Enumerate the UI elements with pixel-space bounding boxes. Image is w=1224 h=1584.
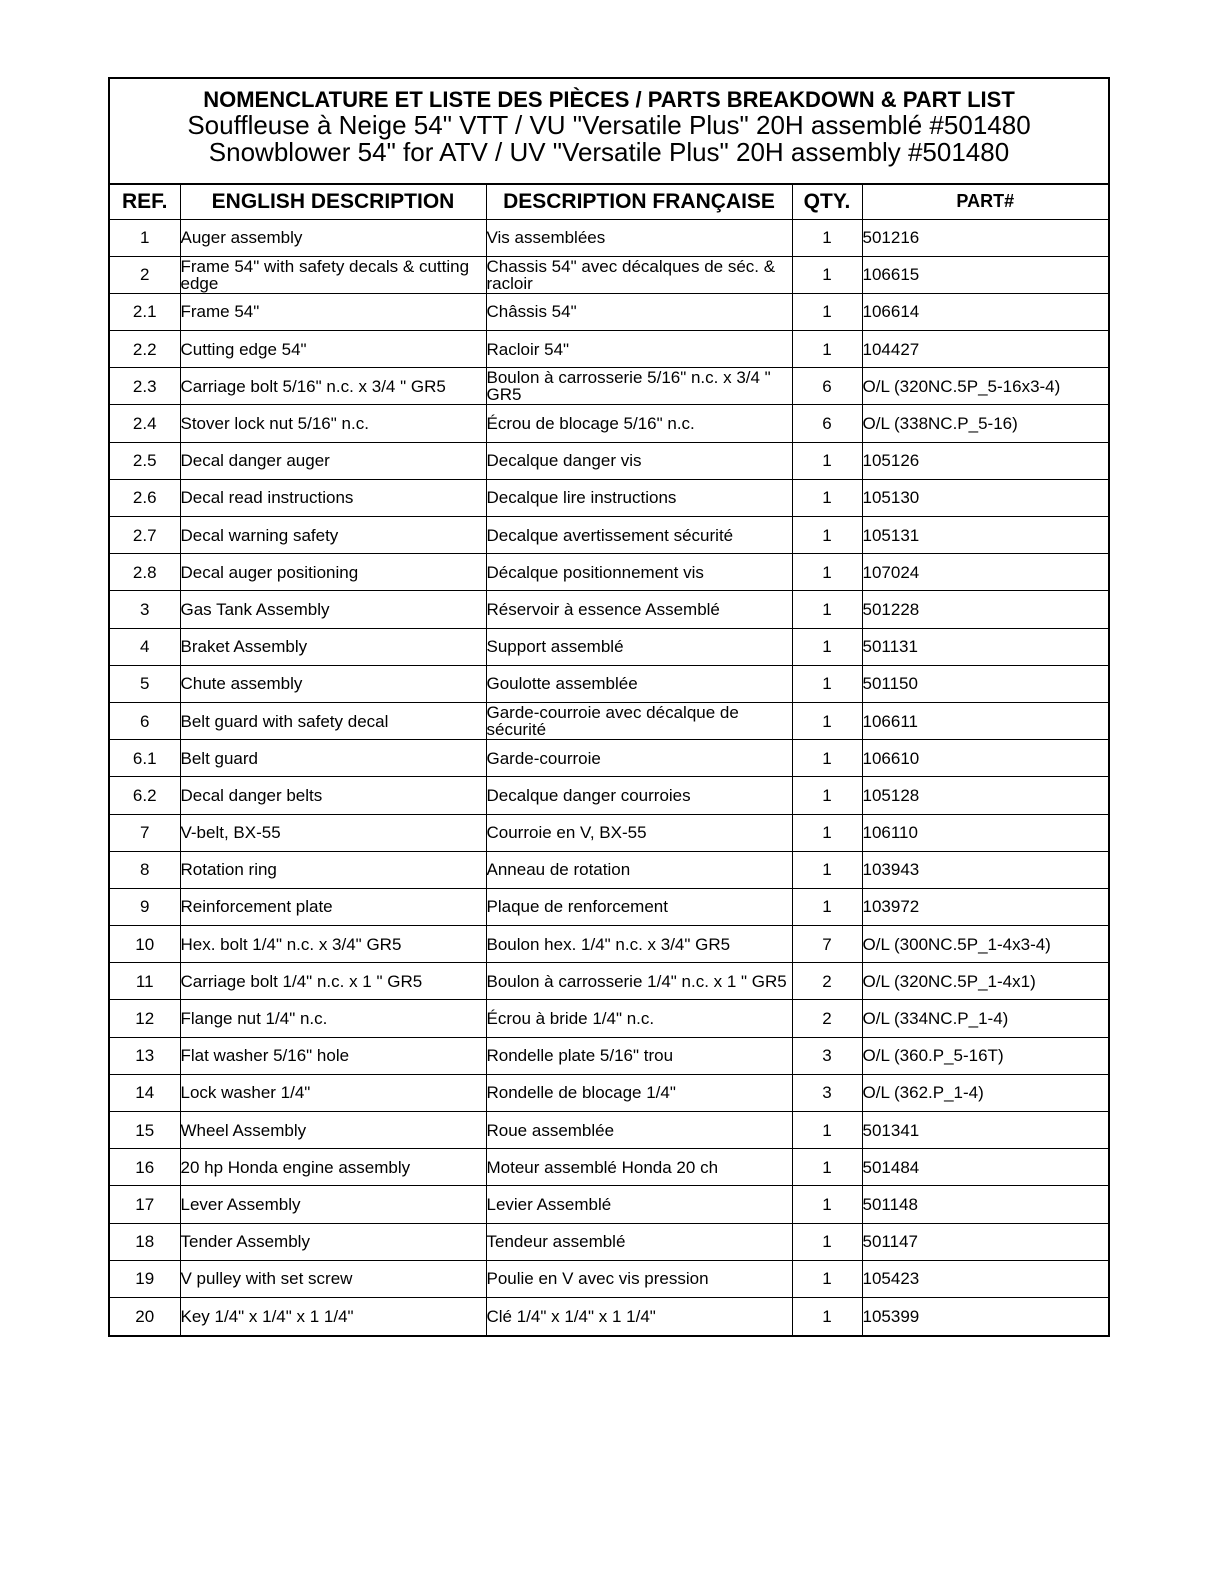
table-row <box>110 1223 1108 1260</box>
english-description-cell: Gas Tank Assembly <box>180 591 486 628</box>
table-row <box>110 1000 1108 1037</box>
part-number-cell: 501147 <box>862 1223 1108 1260</box>
english-description-cell: Decal danger auger <box>180 442 486 479</box>
qty-cell: 2 <box>792 963 862 1000</box>
qty-cell: 7 <box>792 926 862 963</box>
ref-cell: 2.4 <box>110 405 180 442</box>
table-row <box>110 219 1108 256</box>
part-number-cell: 106611 <box>862 702 1108 739</box>
english-description-cell: 20 hp Honda engine assembly <box>180 1149 486 1186</box>
ref-cell: 15 <box>110 1112 180 1149</box>
part-number-cell: O/L (300NC.5P_1-4x3-4) <box>862 926 1108 963</box>
ref-cell: 17 <box>110 1186 180 1223</box>
table-row <box>110 293 1108 330</box>
qty-cell: 1 <box>792 554 862 591</box>
english-description-cell: Key 1/4" x 1/4" x 1 1/4" <box>180 1297 486 1334</box>
table-row <box>110 405 1108 442</box>
qty-cell: 6 <box>792 405 862 442</box>
table-row <box>110 1260 1108 1297</box>
english-description-cell: Auger assembly <box>180 219 486 256</box>
english-description-cell: Flat washer 5/16" hole <box>180 1037 486 1074</box>
table-row <box>110 368 1108 405</box>
french-description-cell: Vis assemblées <box>486 219 792 256</box>
part-number-cell: 105126 <box>862 442 1108 479</box>
qty-cell: 1 <box>792 293 862 330</box>
table-row <box>110 1297 1108 1334</box>
french-description-cell: Clé 1/4" x 1/4" x 1 1/4" <box>486 1297 792 1334</box>
ref-cell: 11 <box>110 963 180 1000</box>
header-qty: QTY. <box>792 185 862 219</box>
part-number-cell: 105128 <box>862 777 1108 814</box>
french-description-cell: Courroie en V, BX-55 <box>486 814 792 851</box>
english-description-cell: V pulley with set screw <box>180 1260 486 1297</box>
english-description-cell: Belt guard with safety decal <box>180 702 486 739</box>
english-description-cell: Belt guard <box>180 740 486 777</box>
ref-cell: 10 <box>110 926 180 963</box>
table-row <box>110 256 1108 293</box>
english-description-cell: Reinforcement plate <box>180 888 486 925</box>
part-number-cell: 501228 <box>862 591 1108 628</box>
english-description-cell: V-belt, BX-55 <box>180 814 486 851</box>
part-number-cell: 107024 <box>862 554 1108 591</box>
ref-cell: 2.3 <box>110 368 180 405</box>
french-subtitle: Souffleuse à Neige 54" VTT / VU "Versatile Plus" 20H assemblé #501480 <box>187 110 1031 140</box>
qty-cell: 2 <box>792 1000 862 1037</box>
french-description-cell: Écrou de blocage 5/16" n.c. <box>486 405 792 442</box>
table-row <box>110 479 1108 516</box>
french-description-cell: Poulie en V avec vis pression <box>486 1260 792 1297</box>
french-description-cell: Rondelle de blocage 1/4" <box>486 1074 792 1111</box>
part-number-cell: 105423 <box>862 1260 1108 1297</box>
french-description-cell: Rondelle plate 5/16" trou <box>486 1037 792 1074</box>
table-row <box>110 517 1108 554</box>
part-number-cell: 501216 <box>862 219 1108 256</box>
ref-cell: 19 <box>110 1260 180 1297</box>
qty-cell: 1 <box>792 702 862 739</box>
english-description-cell: Decal warning safety <box>180 517 486 554</box>
english-subtitle: Snowblower 54" for ATV / UV "Versatile Plus" 20H assembly #501480 <box>208 137 1010 167</box>
ref-cell: 20 <box>110 1297 180 1334</box>
part-number-cell: 105399 <box>862 1297 1108 1334</box>
table-row <box>110 814 1108 851</box>
qty-cell: 3 <box>792 1037 862 1074</box>
french-description-cell: Tendeur assemblé <box>486 1223 792 1260</box>
ref-cell: 9 <box>110 888 180 925</box>
english-description-cell: Frame 54" <box>180 293 486 330</box>
ref-cell: 16 <box>110 1149 180 1186</box>
table-row <box>110 888 1108 925</box>
ref-cell: 2.5 <box>110 442 180 479</box>
qty-cell: 1 <box>792 1112 862 1149</box>
qty-cell: 1 <box>792 1186 862 1223</box>
qty-cell: 3 <box>792 1074 862 1111</box>
french-description-cell: Boulon à carrosserie 1/4" n.c. x 1 " GR5 <box>486 963 792 1000</box>
qty-cell: 1 <box>792 479 862 516</box>
part-number-cell: 106610 <box>862 740 1108 777</box>
part-number-cell: O/L (360.P_5-16T) <box>862 1037 1108 1074</box>
part-number-cell: O/L (320NC.5P_1-4x1) <box>862 963 1108 1000</box>
table-row <box>110 1186 1108 1223</box>
table-row <box>110 702 1108 739</box>
ref-cell: 6.2 <box>110 777 180 814</box>
table-row <box>110 1149 1108 1186</box>
header-french-description: DESCRIPTION FRANÇAISE <box>486 185 792 219</box>
french-description-cell: Moteur assemblé Honda 20 ch <box>486 1149 792 1186</box>
table-row <box>110 777 1108 814</box>
ref-cell: 1 <box>110 219 180 256</box>
title-block <box>110 79 1108 185</box>
part-number-cell: 501148 <box>862 1186 1108 1223</box>
part-number-cell: 106110 <box>862 814 1108 851</box>
english-description-cell: Flange nut 1/4" n.c. <box>180 1000 486 1037</box>
table-row <box>110 926 1108 963</box>
ref-cell: 8 <box>110 851 180 888</box>
english-description-cell: Hex. bolt 1/4" n.c. x 3/4" GR5 <box>180 926 486 963</box>
english-description-cell: Carriage bolt 1/4" n.c. x 1 " GR5 <box>180 963 486 1000</box>
english-description-cell: Decal read instructions <box>180 479 486 516</box>
french-description-cell: Goulotte assemblée <box>486 665 792 702</box>
part-number-cell: O/L (320NC.5P_5-16x3-4) <box>862 368 1108 405</box>
part-number-cell: 106615 <box>862 256 1108 293</box>
ref-cell: 2.1 <box>110 293 180 330</box>
header-english-description: ENGLISH DESCRIPTION <box>180 185 486 219</box>
table-row <box>110 1074 1108 1111</box>
qty-cell: 1 <box>792 814 862 851</box>
french-description-cell: Garde-courroie avec décalque de sécurité <box>486 702 792 739</box>
french-description-cell: Décalque positionnement vis <box>486 554 792 591</box>
part-number-cell: 501150 <box>862 665 1108 702</box>
french-description-cell: Anneau de rotation <box>486 851 792 888</box>
part-number-cell: 105131 <box>862 517 1108 554</box>
ref-cell: 2.7 <box>110 517 180 554</box>
part-number-cell: O/L (338NC.P_5-16) <box>862 405 1108 442</box>
table-row <box>110 665 1108 702</box>
english-description-cell: Lock washer 1/4" <box>180 1074 486 1111</box>
table-row <box>110 851 1108 888</box>
qty-cell: 1 <box>792 1297 862 1334</box>
part-number-cell: O/L (362.P_1-4) <box>862 1074 1108 1111</box>
part-number-cell: O/L (334NC.P_1-4) <box>862 1000 1108 1037</box>
ref-cell: 5 <box>110 665 180 702</box>
ref-cell: 2.8 <box>110 554 180 591</box>
qty-cell: 1 <box>792 888 862 925</box>
french-description-cell: Decalque danger vis <box>486 442 792 479</box>
english-description-cell: Cutting edge 54" <box>180 331 486 368</box>
table-row <box>110 554 1108 591</box>
french-description-cell: Écrou à bride 1/4" n.c. <box>486 1000 792 1037</box>
qty-cell: 1 <box>792 442 862 479</box>
ref-cell: 18 <box>110 1223 180 1260</box>
ref-cell: 6 <box>110 702 180 739</box>
qty-cell: 1 <box>792 1223 862 1260</box>
part-number-cell: 105130 <box>862 479 1108 516</box>
parts-table <box>110 185 1108 1335</box>
ref-cell: 6.1 <box>110 740 180 777</box>
table-row <box>110 331 1108 368</box>
header-part-number: PART# <box>862 185 1108 219</box>
header-ref: REF. <box>110 185 180 219</box>
french-description-cell: Support assemblé <box>486 628 792 665</box>
english-description-cell: Stover lock nut 5/16" n.c. <box>180 405 486 442</box>
part-number-cell: 501484 <box>862 1149 1108 1186</box>
qty-cell: 1 <box>792 331 862 368</box>
ref-cell: 14 <box>110 1074 180 1111</box>
qty-cell: 1 <box>792 1149 862 1186</box>
french-description-cell: Réservoir à essence Assemblé <box>486 591 792 628</box>
table-row <box>110 740 1108 777</box>
ref-cell: 7 <box>110 814 180 851</box>
ref-cell: 2 <box>110 256 180 293</box>
table-row <box>110 963 1108 1000</box>
french-description-cell: Roue assemblée <box>486 1112 792 1149</box>
english-description-cell: Wheel Assembly <box>180 1112 486 1149</box>
part-number-cell: 106614 <box>862 293 1108 330</box>
qty-cell: 1 <box>792 628 862 665</box>
qty-cell: 1 <box>792 256 862 293</box>
table-row <box>110 1112 1108 1149</box>
french-description-cell: Decalque avertissement sécurité <box>486 517 792 554</box>
french-description-cell: Levier Assemblé <box>486 1186 792 1223</box>
qty-cell: 6 <box>792 368 862 405</box>
part-number-cell: 103972 <box>862 888 1108 925</box>
french-description-cell: Chassis 54" avec décalques de séc. & racloir <box>486 256 792 293</box>
parts-table-body <box>110 219 1108 1335</box>
ref-cell: 12 <box>110 1000 180 1037</box>
french-description-cell: Decalque lire instructions <box>486 479 792 516</box>
french-description-cell: Châssis 54" <box>486 293 792 330</box>
table-row <box>110 442 1108 479</box>
document-title: NOMENCLATURE ET LISTE DES PIÈCES / PARTS BREAKDOWN & PART LIST <box>203 87 1015 112</box>
table-header-row <box>110 185 1108 219</box>
qty-cell: 1 <box>792 665 862 702</box>
english-description-cell: Rotation ring <box>180 851 486 888</box>
qty-cell: 1 <box>792 517 862 554</box>
qty-cell: 1 <box>792 219 862 256</box>
english-description-cell: Decal danger belts <box>180 777 486 814</box>
ref-cell: 2.2 <box>110 331 180 368</box>
french-description-cell: Racloir 54" <box>486 331 792 368</box>
french-description-cell: Garde-courroie <box>486 740 792 777</box>
english-description-cell: Tender Assembly <box>180 1223 486 1260</box>
ref-cell: 2.6 <box>110 479 180 516</box>
qty-cell: 1 <box>792 1260 862 1297</box>
french-description-cell: Boulon hex. 1/4" n.c. x 3/4" GR5 <box>486 926 792 963</box>
english-description-cell: Braket Assembly <box>180 628 486 665</box>
qty-cell: 1 <box>792 777 862 814</box>
table-row <box>110 591 1108 628</box>
ref-cell: 4 <box>110 628 180 665</box>
english-description-cell: Chute assembly <box>180 665 486 702</box>
english-description-cell: Frame 54" with safety decals & cutting edge <box>180 256 486 293</box>
table-row <box>110 628 1108 665</box>
part-number-cell: 501131 <box>862 628 1108 665</box>
parts-sheet <box>108 77 1110 1337</box>
english-description-cell: Decal auger positioning <box>180 554 486 591</box>
french-description-cell: Plaque de renforcement <box>486 888 792 925</box>
english-description-cell: Lever Assembly <box>180 1186 486 1223</box>
qty-cell: 1 <box>792 851 862 888</box>
ref-cell: 13 <box>110 1037 180 1074</box>
english-description-cell: Carriage bolt 5/16" n.c. x 3/4 " GR5 <box>180 368 486 405</box>
qty-cell: 1 <box>792 740 862 777</box>
part-number-cell: 103943 <box>862 851 1108 888</box>
part-number-cell: 501341 <box>862 1112 1108 1149</box>
french-description-cell: Boulon à carrosserie 5/16" n.c. x 3/4 " GR5 <box>486 368 792 405</box>
ref-cell: 3 <box>110 591 180 628</box>
table-row <box>110 1037 1108 1074</box>
part-number-cell: 104427 <box>862 331 1108 368</box>
qty-cell: 1 <box>792 591 862 628</box>
french-description-cell: Decalque danger courroies <box>486 777 792 814</box>
